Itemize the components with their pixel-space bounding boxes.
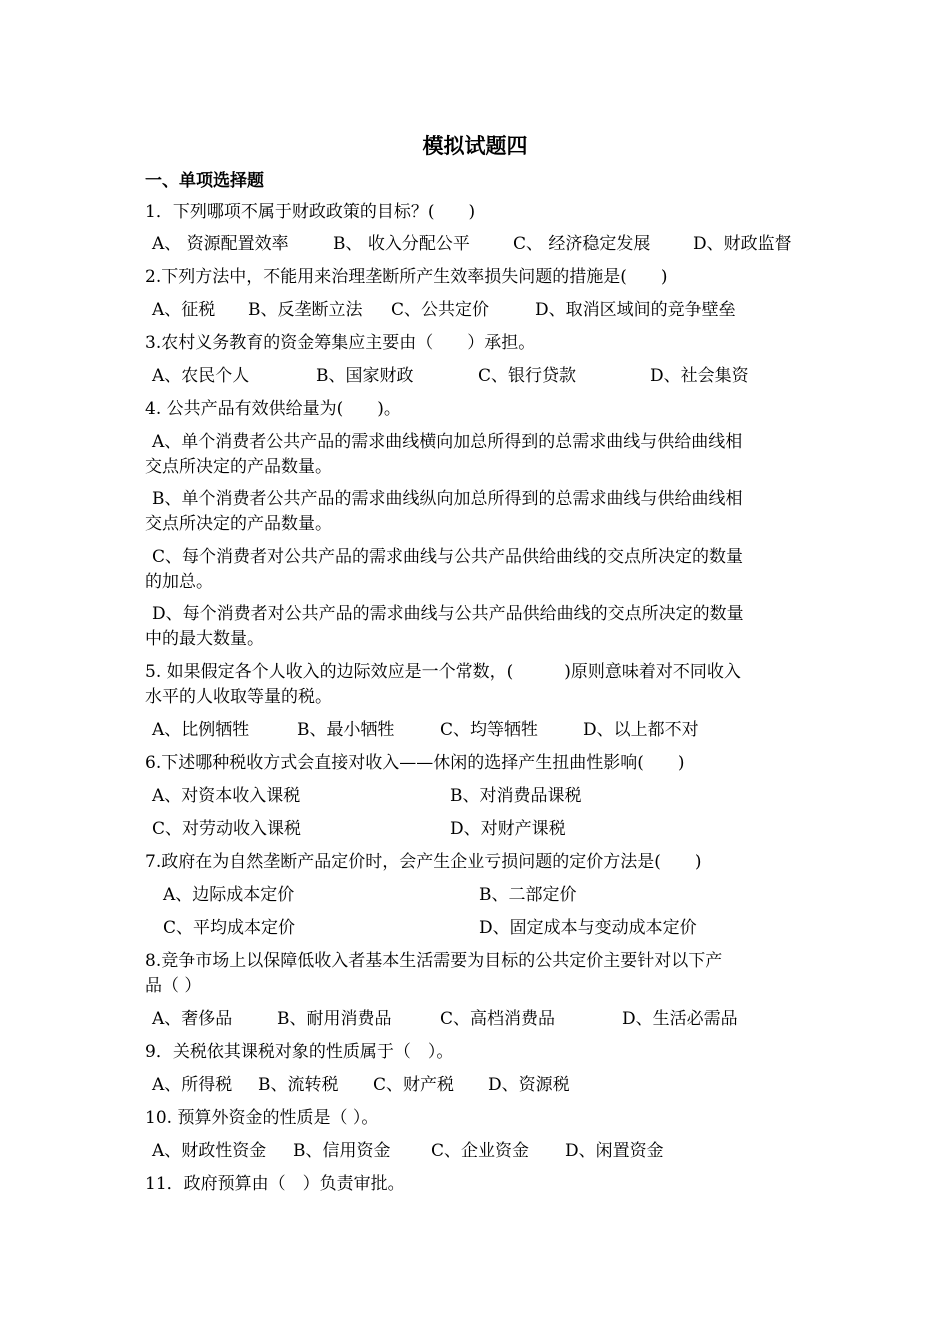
question-9-option-b: B、流转税 xyxy=(258,1075,339,1095)
question-5-option-c: C、均等牺牲 xyxy=(440,720,539,740)
question-10-stem: 10. 预算外资金的性质是（ ）。 xyxy=(145,1108,379,1128)
question-4-option-c-line-2: 的加总。 xyxy=(145,572,213,592)
question-8-stem-line-2: 品（ ） xyxy=(145,976,202,996)
question-6-option-c: C、对劳动收入课税 xyxy=(152,819,302,839)
question-7-stem: 7.政府在为自然垄断产品定价时，会产生企业亏损问题的定价方法是( ) xyxy=(145,852,702,872)
question-3-option-d: D、社会集资 xyxy=(650,366,749,386)
question-3-option-b: B、国家财政 xyxy=(316,366,414,386)
question-9-option-a: A、所得税 xyxy=(152,1075,233,1095)
question-4-option-c-line-1: C、每个消费者对公共产品的需求曲线与公共产品供给曲线的交点所决定的数量 xyxy=(152,547,744,567)
question-5-stem-line-1: 5. 如果假定各个人收入的边际效应是一个常数，( )原则意味着对不同收入 xyxy=(145,662,741,682)
question-2-option-d: D、取消区域间的竞争壁垒 xyxy=(535,300,736,320)
question-6-option-d: D、对财产课税 xyxy=(450,819,566,839)
section-heading: 一、单项选择题 xyxy=(145,171,264,191)
question-2-option-b: B、反垄断立法 xyxy=(248,300,363,320)
question-8-option-d: D、生活必需品 xyxy=(622,1009,738,1029)
question-4-option-a-line-2: 交点所决定的产品数量。 xyxy=(145,457,332,477)
question-1-option-a: A、 资源配置效率 xyxy=(152,234,289,254)
question-2-option-c: C、公共定价 xyxy=(391,300,490,320)
question-5-option-b: B、最小牺牲 xyxy=(297,720,395,740)
question-8-option-a: A、奢侈品 xyxy=(152,1009,233,1029)
question-4-option-b-line-2: 交点所决定的产品数量。 xyxy=(145,514,332,534)
question-8-option-c: C、高档消费品 xyxy=(440,1009,556,1029)
question-7-option-c: C、平均成本定价 xyxy=(163,918,296,938)
question-6-stem: 6.下述哪种税收方式会直接对收入——休闲的选择产生扭曲性影响( ) xyxy=(145,753,685,773)
question-9-stem: 9．关税依其课税对象的性质属于（ ）。 xyxy=(145,1042,454,1062)
question-8-stem-line-1: 8.竞争市场上以保障低收入者基本生活需要为目标的公共定价主要针对以下产 xyxy=(145,951,723,971)
question-3-option-a: A、农民个人 xyxy=(152,366,250,386)
question-7-option-a: A、边际成本定价 xyxy=(163,885,295,905)
question-7-option-d: D、固定成本与变动成本定价 xyxy=(479,918,697,938)
question-10-option-b: B、信用资金 xyxy=(293,1141,391,1161)
question-4-option-b-line-1: B、单个消费者公共产品的需求曲线纵向加总所得到的总需求曲线与供给曲线相 xyxy=(152,489,743,509)
question-1-option-d: D、财政监督 xyxy=(693,234,792,254)
question-6-option-b: B、对消费品课税 xyxy=(450,786,582,806)
question-3-stem: 3.农村义务教育的资金筹集应主要由（ ）承担。 xyxy=(145,333,536,353)
question-3-option-c: C、银行贷款 xyxy=(478,366,577,386)
question-5-option-a: A、比例牺牲 xyxy=(152,720,250,740)
question-5-option-d: D、以上都不对 xyxy=(583,720,699,740)
question-4-option-d-line-2: 中的最大数量。 xyxy=(145,629,264,649)
question-10-option-d: D、闲置资金 xyxy=(565,1141,664,1161)
question-9-option-d: D、资源税 xyxy=(488,1075,570,1095)
question-5-stem-line-2: 水平的人收取等量的税。 xyxy=(145,687,332,707)
question-10-option-a: A、财政性资金 xyxy=(152,1141,267,1161)
page-title: 模拟试题四 xyxy=(422,134,528,158)
question-4-option-d-line-1: D、每个消费者对公共产品的需求曲线与公共产品供给曲线的交点所决定的数量 xyxy=(152,604,744,624)
question-8-option-b: B、耐用消费品 xyxy=(277,1009,392,1029)
question-9-option-c: C、财产税 xyxy=(373,1075,455,1095)
question-1-stem: 1．下列哪项不属于财政政策的目标？( ) xyxy=(145,202,476,222)
question-2-option-a: A、征税 xyxy=(152,300,216,320)
question-2-stem: 2.下列方法中，不能用来治理垄断所产生效率损失问题的措施是( ) xyxy=(145,267,668,287)
question-4-stem: 4. 公共产品有效供给量为( )。 xyxy=(145,399,401,419)
question-7-option-b: B、二部定价 xyxy=(479,885,577,905)
question-10-option-c: C、企业资金 xyxy=(431,1141,530,1161)
question-1-option-b: B、 收入分配公平 xyxy=(333,234,470,254)
question-6-option-a: A、对资本收入课税 xyxy=(152,786,301,806)
question-11-stem: 11．政府预算由（ ）负责审批。 xyxy=(145,1174,405,1194)
question-4-option-a-line-1: A、单个消费者公共产品的需求曲线横向加总所得到的总需求曲线与供给曲线相 xyxy=(152,432,743,452)
question-1-option-c: C、 经济稳定发展 xyxy=(513,234,651,254)
